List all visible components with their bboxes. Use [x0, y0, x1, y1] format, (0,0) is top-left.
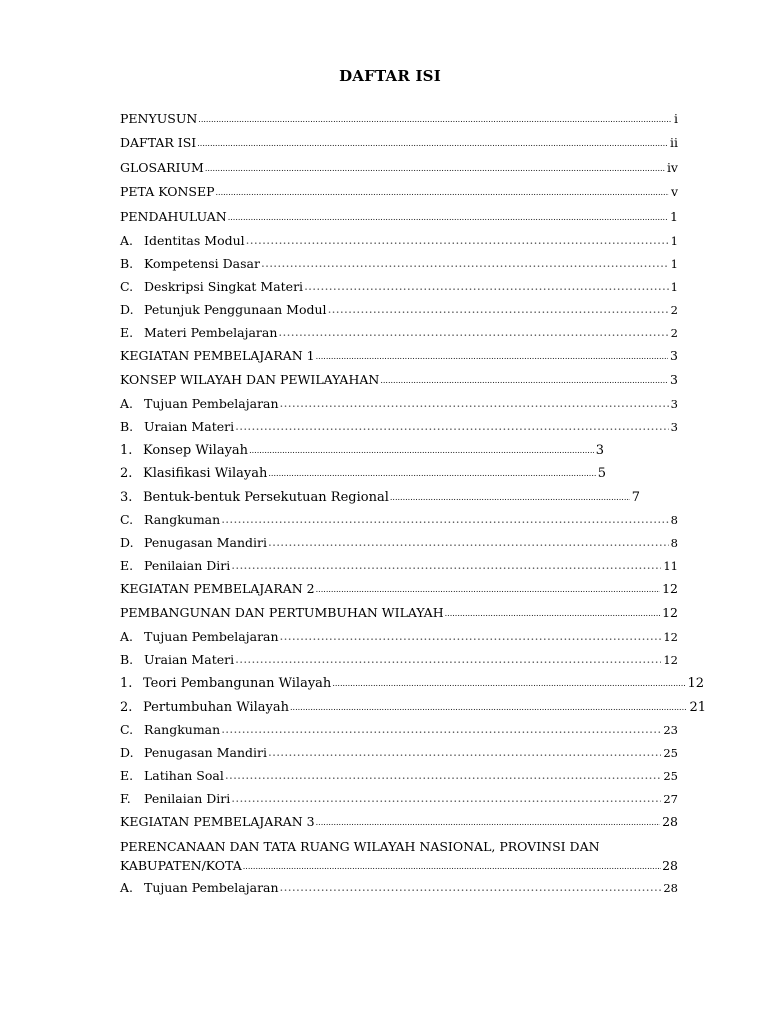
toc-subentry [120, 789, 678, 809]
toc-numbered-entry [120, 441, 604, 461]
dot-leader [316, 347, 668, 367]
toc-entry-page: 1 [670, 234, 678, 248]
toc-subentry [120, 650, 678, 670]
dot-leader [231, 788, 661, 808]
dot-leader [268, 532, 669, 552]
toc-entry-marker: E. [120, 558, 134, 573]
dot-leader [225, 765, 662, 785]
toc-entry-label: GLOSARIUM [120, 160, 204, 175]
toc-entry-page: i [674, 111, 678, 126]
dot-leader [290, 698, 687, 718]
toc-subentry [120, 323, 678, 343]
toc-entry-label: Bentuk-bentuk Persekutuan Regional [143, 490, 389, 505]
toc-entry-label: Latihan Soal [144, 768, 224, 783]
dot-leader [304, 276, 669, 296]
toc-entry-marker: A. [120, 880, 134, 895]
toc-entry-page: 3 [670, 372, 678, 387]
toc-subentry [120, 533, 678, 553]
toc-subentry [120, 556, 678, 576]
toc-entry-page: 28 [662, 814, 678, 829]
toc-entry-page: 12 [687, 676, 704, 691]
toc-entry-label: Penugasan Mandiri [144, 745, 267, 760]
dot-leader [390, 488, 630, 508]
toc-subentry [120, 878, 678, 898]
toc-entry-label: Klasifikasi Wilayah [143, 466, 268, 481]
toc-entry-page: 11 [663, 559, 678, 573]
dot-leader [221, 719, 661, 739]
toc-entry-marker: B. [120, 419, 134, 434]
dot-leader [316, 813, 660, 833]
toc-entry-page: 3 [670, 397, 678, 411]
toc-numbered-entry [120, 464, 606, 484]
toc-entry [120, 579, 678, 599]
toc-entry-marker: A. [120, 233, 134, 248]
dot-leader [261, 253, 669, 273]
toc-subentry [120, 743, 678, 763]
toc-entry-label: DAFTAR ISI [120, 135, 197, 150]
toc-entry-marker: D. [120, 302, 134, 317]
dot-leader [280, 393, 669, 413]
toc-entry-marker: B. [120, 652, 134, 667]
toc-entry-page: 8 [670, 536, 678, 550]
toc-entry-label: PETA KONSEP [120, 184, 215, 199]
dot-leader [197, 134, 668, 154]
toc-entry-label: KEGIATAN PEMBELAJARAN 2 [120, 581, 315, 596]
dot-leader [235, 416, 669, 436]
toc-entry-marker: A. [120, 396, 134, 411]
toc-entry-page: 12 [663, 630, 678, 644]
dot-leader [231, 555, 661, 575]
toc-entry-multiline [120, 837, 678, 877]
toc-subentry [120, 766, 678, 786]
toc-entry-marker: 1. [120, 676, 133, 691]
toc-entry-page: 1 [670, 257, 678, 271]
page-title: DAFTAR ISI [339, 67, 441, 85]
toc-entry-marker: A. [120, 629, 134, 644]
toc-subentry [120, 627, 678, 647]
dot-leader [228, 208, 668, 228]
toc-entry-page: 28 [662, 858, 678, 873]
toc-entry-page: 25 [663, 746, 678, 760]
toc-entry-marker: C. [120, 722, 134, 737]
toc-entry-page: iv [666, 160, 678, 175]
toc-entry-marker: E. [120, 768, 134, 783]
dot-leader [332, 674, 685, 694]
toc-entry-label: Penilaian Diri [144, 791, 231, 806]
toc-subentry [120, 510, 678, 530]
toc-entry-page: 3 [670, 420, 678, 434]
toc-entry [120, 370, 678, 390]
toc-entry-label: KEGIATAN PEMBELAJARAN 3 [120, 814, 315, 829]
toc-entry-page: 1 [670, 280, 678, 294]
dot-leader [280, 877, 662, 897]
dot-leader [328, 299, 669, 319]
toc-entry-marker: 3. [120, 490, 133, 505]
toc-entry [120, 812, 678, 832]
toc-entry-marker: B. [120, 256, 134, 271]
toc-entry-page: ii [670, 135, 678, 150]
toc-entry [120, 603, 678, 623]
toc-entry-label: Penugasan Mandiri [144, 535, 267, 550]
toc-entry-marker: F. [120, 791, 131, 806]
toc-entry [120, 207, 678, 227]
toc-numbered-entry [120, 674, 704, 694]
toc-subentry [120, 720, 678, 740]
toc-entry-marker: D. [120, 745, 134, 760]
toc-entry-label: Identitas Modul [144, 233, 245, 248]
dot-leader [280, 626, 662, 646]
toc-entry-label: Deskripsi Singkat Materi [144, 279, 304, 294]
toc-entry [120, 109, 678, 129]
toc-entry-label: Materi Pembelajaran [144, 325, 278, 340]
dot-leader [198, 110, 672, 130]
toc-subentry [120, 300, 678, 320]
toc-entry-page: 23 [663, 723, 678, 737]
toc-entry-page: 21 [689, 700, 706, 715]
toc-entry-label: Kompetensi Dasar [144, 256, 260, 271]
toc-entry-page: 3 [670, 348, 678, 363]
dot-leader [205, 159, 665, 179]
toc-entry-label-line2: KABUPATEN/KOTA [120, 858, 242, 873]
toc-entry-page: 12 [662, 581, 678, 596]
toc-entry-page: 3 [595, 443, 604, 458]
dot-leader [215, 183, 668, 203]
toc-entry-page: 28 [663, 881, 678, 895]
toc-entry-label: Teori Pembangunan Wilayah [143, 676, 332, 691]
toc-entry-label: Uraian Materi [144, 419, 235, 434]
toc-entry-marker: C. [120, 512, 134, 527]
toc-subentry [120, 231, 678, 251]
toc-entry-label: Pertumbuhan Wilayah [143, 700, 289, 715]
dot-leader [221, 509, 668, 529]
toc-entry-label: Tujuan Pembelajaran [144, 396, 279, 411]
toc-subentry [120, 277, 678, 297]
toc-entry-label: Tujuan Pembelajaran [144, 880, 279, 895]
toc-numbered-entry [120, 698, 706, 718]
dot-leader [235, 649, 661, 669]
toc-entry-marker: D. [120, 535, 134, 550]
toc-entry-label: Rangkuman [144, 512, 221, 527]
dot-leader [268, 464, 595, 484]
toc-subentry [120, 254, 678, 274]
toc-entry [120, 182, 678, 202]
toc-entry [120, 158, 678, 178]
toc-entry [120, 346, 678, 366]
toc-entry [120, 133, 678, 153]
toc-entry-page: 12 [662, 605, 678, 620]
dot-leader [249, 441, 594, 461]
toc-entry-label: KEGIATAN PEMBELAJARAN 1 [120, 348, 315, 363]
dot-leader [268, 742, 661, 762]
toc-entry-label: PEMBANGUNAN DAN PERTUMBUHAN WILAYAH [120, 605, 444, 620]
toc-entry-page: 27 [663, 792, 678, 806]
toc-entry-label: PENDAHULUAN [120, 209, 227, 224]
toc-entry-label: Konsep Wilayah [143, 443, 249, 458]
toc-entry-label: Penilaian Diri [144, 558, 231, 573]
toc-entry-page: 7 [631, 490, 640, 505]
toc-entry-page: 12 [663, 653, 678, 667]
toc-entry-marker: 2. [120, 466, 133, 481]
toc-entry-marker: C. [120, 279, 134, 294]
toc-entry-label-line1: PERENCANAAN DAN TATA RUANG WILAYAH NASIONAL, PROVINSI DAN [120, 839, 600, 854]
dot-leader [380, 371, 668, 391]
dot-leader [445, 604, 660, 624]
toc-entry-page: 5 [597, 466, 606, 481]
toc-numbered-entry [120, 488, 640, 508]
toc-subentry [120, 417, 678, 437]
toc-entry-marker: E. [120, 325, 134, 340]
toc-entry-page: 8 [670, 513, 678, 527]
dot-leader [316, 580, 660, 600]
toc-subentry [120, 394, 678, 414]
toc-entry-label: Petunjuk Penggunaan Modul [144, 302, 327, 317]
toc-entry-label: Tujuan Pembelajaran [144, 629, 279, 644]
toc-entry-label: PENYUSUN [120, 111, 198, 126]
toc-entry-label: Rangkuman [144, 722, 221, 737]
dot-leader [278, 322, 668, 342]
toc-entry-page: 1 [670, 209, 678, 224]
dot-leader [246, 230, 669, 250]
toc-entry-page: v [670, 184, 678, 199]
toc-entry-label: KONSEP WILAYAH DAN PEWILAYAHAN [120, 372, 380, 387]
toc-entry-label: Uraian Materi [144, 652, 235, 667]
toc-entry-page: 2 [670, 303, 678, 317]
dot-leader [243, 857, 661, 876]
toc-entry-page: 25 [663, 769, 678, 783]
toc-entry-page: 2 [670, 326, 678, 340]
toc-entry-marker: 2. [120, 700, 133, 715]
toc-entry-marker: 1. [120, 443, 133, 458]
